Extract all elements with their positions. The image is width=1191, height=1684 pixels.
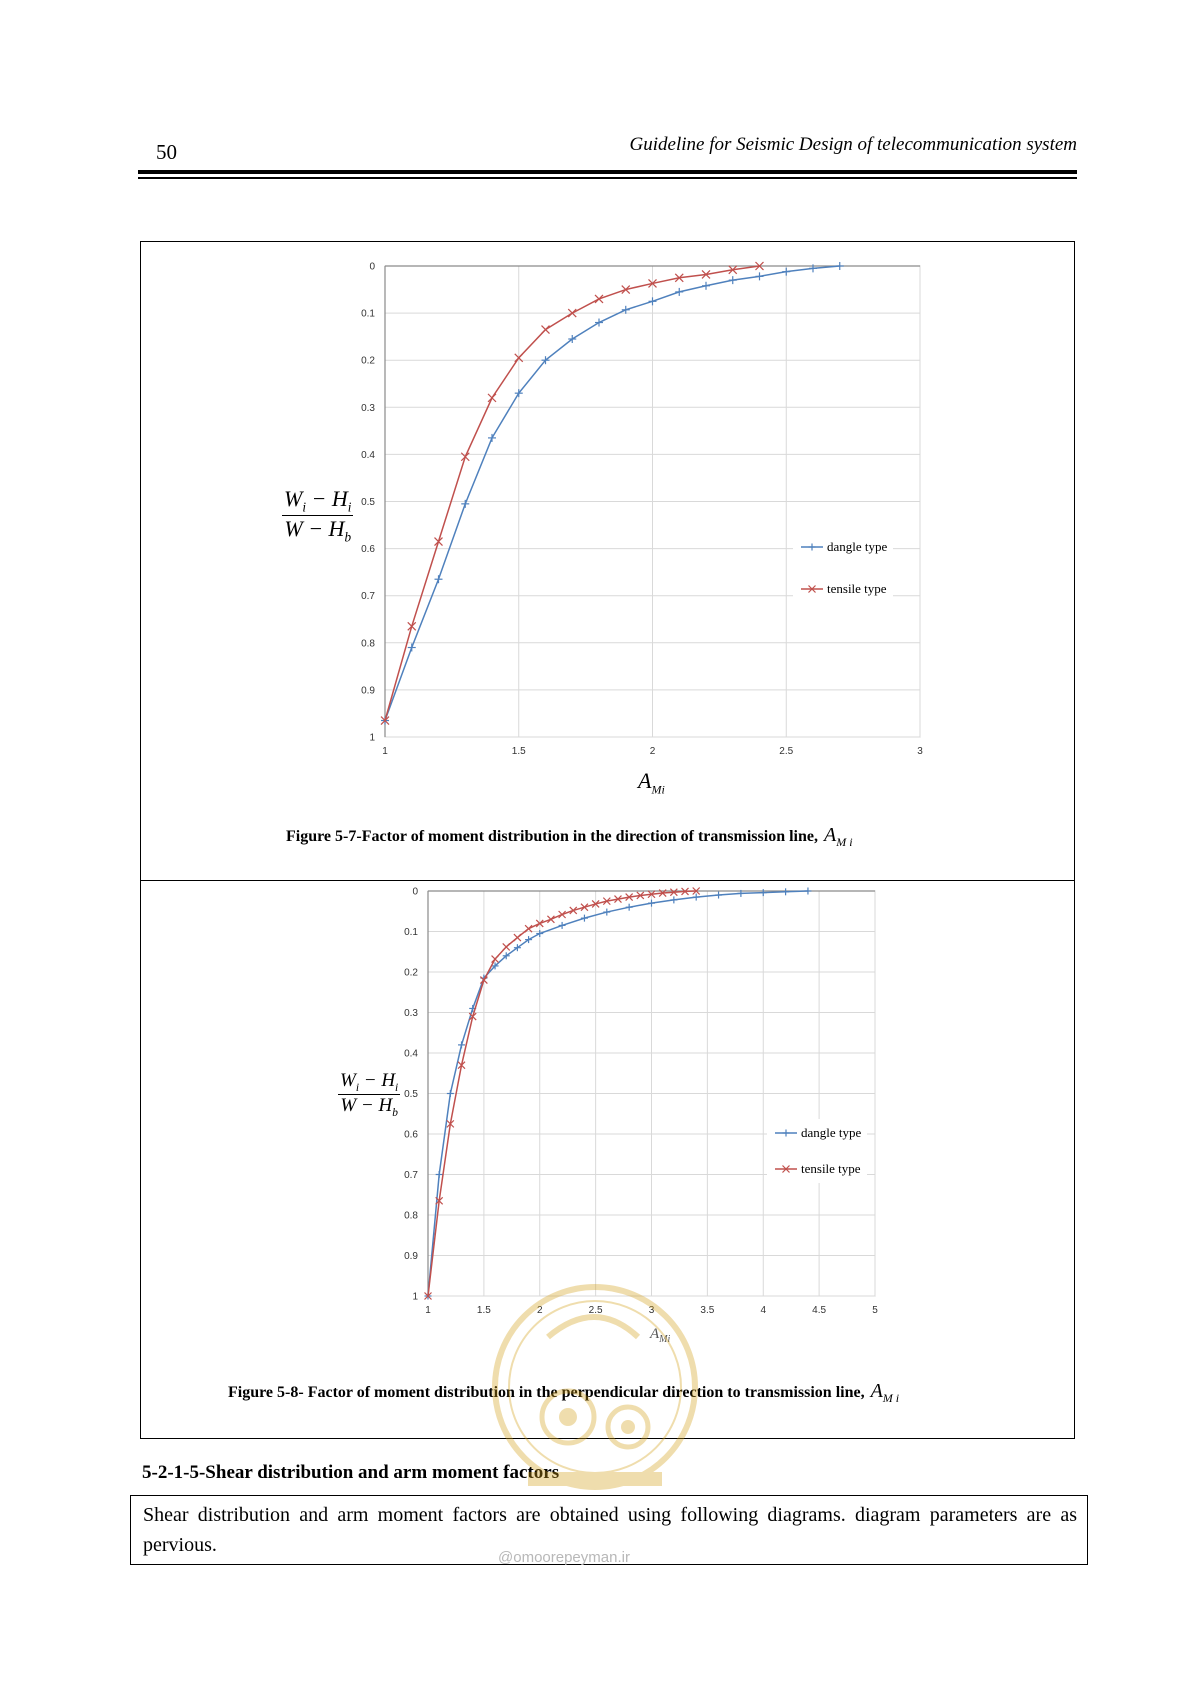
fig2-x-tick-label: 1.5 — [476, 1305, 491, 1316]
fig1-y-tick-label: 0 — [369, 261, 375, 273]
figure-5-8-caption: Figure 5-8- Factor of moment distribution in the perpendicular direction to transmission line, $A_{M i}$ — [228, 1380, 900, 1405]
figure-5-7-caption-symbol: $A_{M i}$ — [823, 824, 853, 849]
fig2-x-tick-label: 3.5 — [700, 1305, 715, 1316]
fig1-y-tick-label: 0.8 — [361, 638, 375, 650]
fig2-y-tick-label: 0.2 — [404, 967, 418, 979]
fig1-x-tick-label: 1.5 — [511, 746, 526, 757]
fig1-x-tick-label: 2.5 — [779, 746, 794, 757]
fig1-y-tick-label: 0.7 — [361, 591, 375, 603]
fig1-y-tick-label: 0.3 — [361, 402, 375, 414]
fig1-y-tick-label: 0.1 — [361, 308, 375, 320]
fig1-y-tick-label: 0.4 — [361, 449, 375, 461]
fig2-legend-label-dangle: dangle type — [801, 1125, 862, 1140]
fig2-y-tick-label: 0.1 — [404, 927, 418, 938]
figure-5-8-y-axis-label: $W_i - H_i$ $W - H_b$ — [340, 1070, 399, 1119]
fig2-y-tick-label: 0.4 — [404, 1048, 418, 1060]
figure-5-7-caption: Figure 5-7-Factor of moment distribution in the direction of transmission line, $A_{M i}$ — [286, 824, 853, 849]
running-header-title: Guideline for Seismic Design of telecommunication system — [629, 134, 1077, 155]
fig1-x-tick-label: 1 — [382, 746, 388, 757]
fig2-x-tick-label: 1 — [425, 1305, 431, 1316]
fig1-y-tick-label: 0.5 — [361, 497, 375, 508]
watermark-seal-icon — [488, 1267, 702, 1537]
fig2-y-tick-label: 0.8 — [404, 1210, 418, 1222]
fig2-y-tick-label: 1 — [412, 1291, 418, 1303]
fig2-x-tick-label: 2 — [536, 1305, 543, 1316]
figure-5-8-caption-symbol: $A_{M i}$ — [870, 1380, 900, 1405]
fig2-legend-label-tensile: tensile type — [801, 1161, 861, 1176]
watermark-text: @omoorepeyman.ir — [498, 1549, 630, 1566]
fig1-y-tick-label: 0.9 — [361, 685, 375, 697]
fig2-y-tick-label: 0 — [412, 886, 418, 898]
fig2-y-tick-label: 0.5 — [404, 1089, 418, 1100]
section-heading: 5-2-1-5-Shear distribution and arm moment factors — [142, 1462, 560, 1483]
fig2-y-tick-label: 0.9 — [404, 1251, 418, 1262]
fig2-x-tick-label: 4.5 — [812, 1305, 827, 1316]
fig1-x-tick-label: 3 — [917, 746, 923, 757]
fig1-y-tick-label: 0.6 — [361, 544, 375, 556]
fig1-legend-label-tensile: tensile type — [827, 581, 887, 596]
fig2-x-tick-label: 3 — [648, 1305, 655, 1316]
fig2-y-tick-label: 0.6 — [404, 1129, 418, 1141]
fig2-x-tick-label: 4 — [760, 1305, 767, 1316]
figure-5-8-x-axis-label: $A_{Mi}$ — [650, 1326, 671, 1345]
fig2-y-tick-label: 0.3 — [404, 1008, 418, 1019]
fig1-y-tick-label: 0.2 — [361, 355, 375, 367]
fig2-x-tick-label: 2.5 — [588, 1305, 603, 1316]
fig2-x-tick-label: 5 — [872, 1305, 878, 1316]
fig1-legend-label-dangle: dangle type — [827, 539, 888, 554]
figure-5-7-y-axis-label: $W_i - H_i$ $W - H_b$ — [284, 486, 352, 545]
section-paragraph: Shear distribution and arm moment factors are obtained using following diagrams. diagram parameters are as pervious. — [130, 1495, 1088, 1565]
fig1-y-tick-label: 1 — [369, 732, 375, 744]
figure-5-7-x-axis-label: $A_{Mi}$ — [638, 768, 665, 797]
fig1-x-tick-label: 2 — [649, 746, 656, 757]
fig2-y-tick-label: 0.7 — [404, 1170, 418, 1181]
page-number: 50 — [156, 140, 177, 164]
